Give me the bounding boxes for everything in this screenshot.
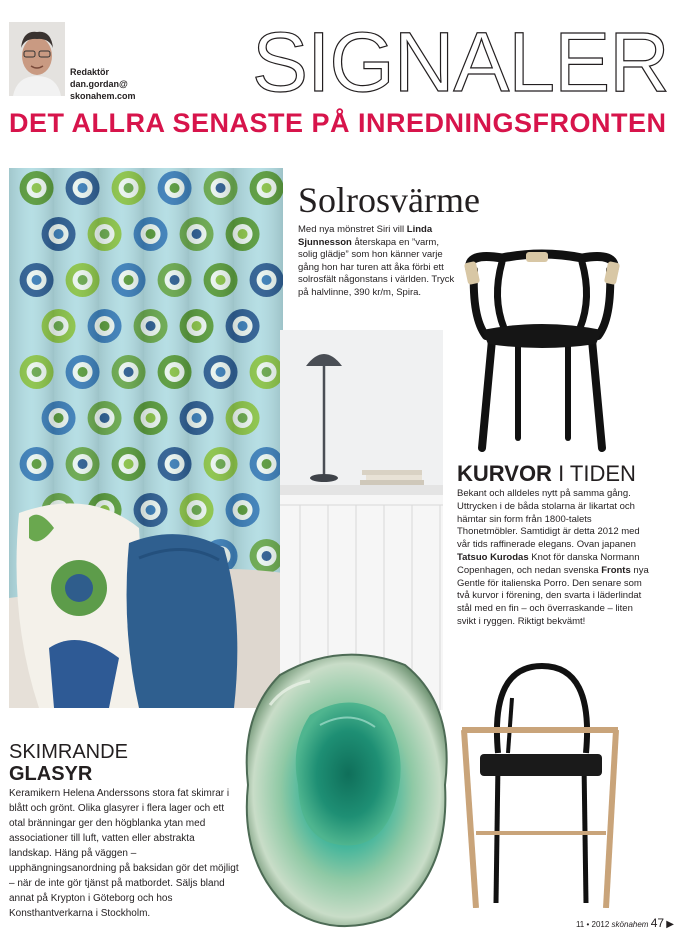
gentle-chair-image [450,658,630,908]
kurvor-title-bold: KURVOR [457,461,552,486]
editor-email-1: dan.gordan@ [70,79,128,89]
kurvor-title [457,462,636,486]
editor-email-2: skonahem.com [70,91,136,101]
kurvor-title-rest: I TIDEN [551,461,636,486]
kurvor-designer-1: Tatsuo Kurodas [457,551,529,563]
glazed-plate-image [240,645,455,930]
editor-credit [70,66,136,102]
editor-portrait [9,22,65,96]
kurvor-body-1: Bekant och alldeles nytt på samma gång. Uttrycken i de båda stolarna är likartat och hämtar sin form från 1800-talets Thonetmöbler. Samtidigt är detta 2012 med vår tids raffinerade elegans. Ovan japanen [457,488,640,551]
kurvor-body-2: Knot för danska Normann Copenhagen, och nedan svenska [457,551,640,576]
footer-issue: 11 • 2012 [575,920,610,929]
solros-title: Solrosvärme [298,180,480,220]
solros-body-pre: Med nya mönstret Siri vill [298,224,407,235]
knot-chair-image [452,248,632,458]
glasyr-body: Keramikern Helena Anderssons stora fat skimrar i blått och grönt. Olika glasyrer i flera lager och ett otal bränningar ger den högblanka ytan med associationer till luft, vatten eller abstrakta landskap. Häng på väggen – upphängningsanordning på baksidan gör det möjligt – när de inte gör tjänst på matbordet. Säljs bland annat på Krypton i Göteborg och hos Konsthantverkarna i Stockholm. [9,788,239,919]
triangle-right-icon: ▶ [666,919,674,930]
page-headline: DET ALLRA SENASTE PÅ INREDNINGSFRONTEN [9,108,667,138]
solros-body [298,224,458,299]
footer-magazine: skönahem [611,920,649,929]
page-number: 47 [650,916,665,930]
editor-role: Redaktör [70,67,110,77]
kurvor-designer-2: Fronts [601,564,631,576]
solros-body-post: återskapa en ”varm, solig glädje” som hon känner varje gång hon har turen att åka förbi ett solrosfält någonstans i världen. Tryck på halvlinne, 390 kr/m, Spira. [298,236,455,298]
kurvor-body [457,488,653,629]
section-title: SIGNALER [252,15,669,109]
kurvor-body-3: nya Gentle för italienska Porro. Den senare som två kurvor i förening, den svarta i läderlindat stål med en fin – och överraskande – liten svikt i ryggen. Riktigt bekvämt! [457,564,649,627]
page-footer [576,918,674,930]
curtain-photo [9,168,283,708]
glasyr-title-bold: GLASYR [9,763,93,785]
glasyr-title-light: SKIMRANDE [9,741,128,763]
solros-designer: Linda Sjunnesson [298,224,433,248]
